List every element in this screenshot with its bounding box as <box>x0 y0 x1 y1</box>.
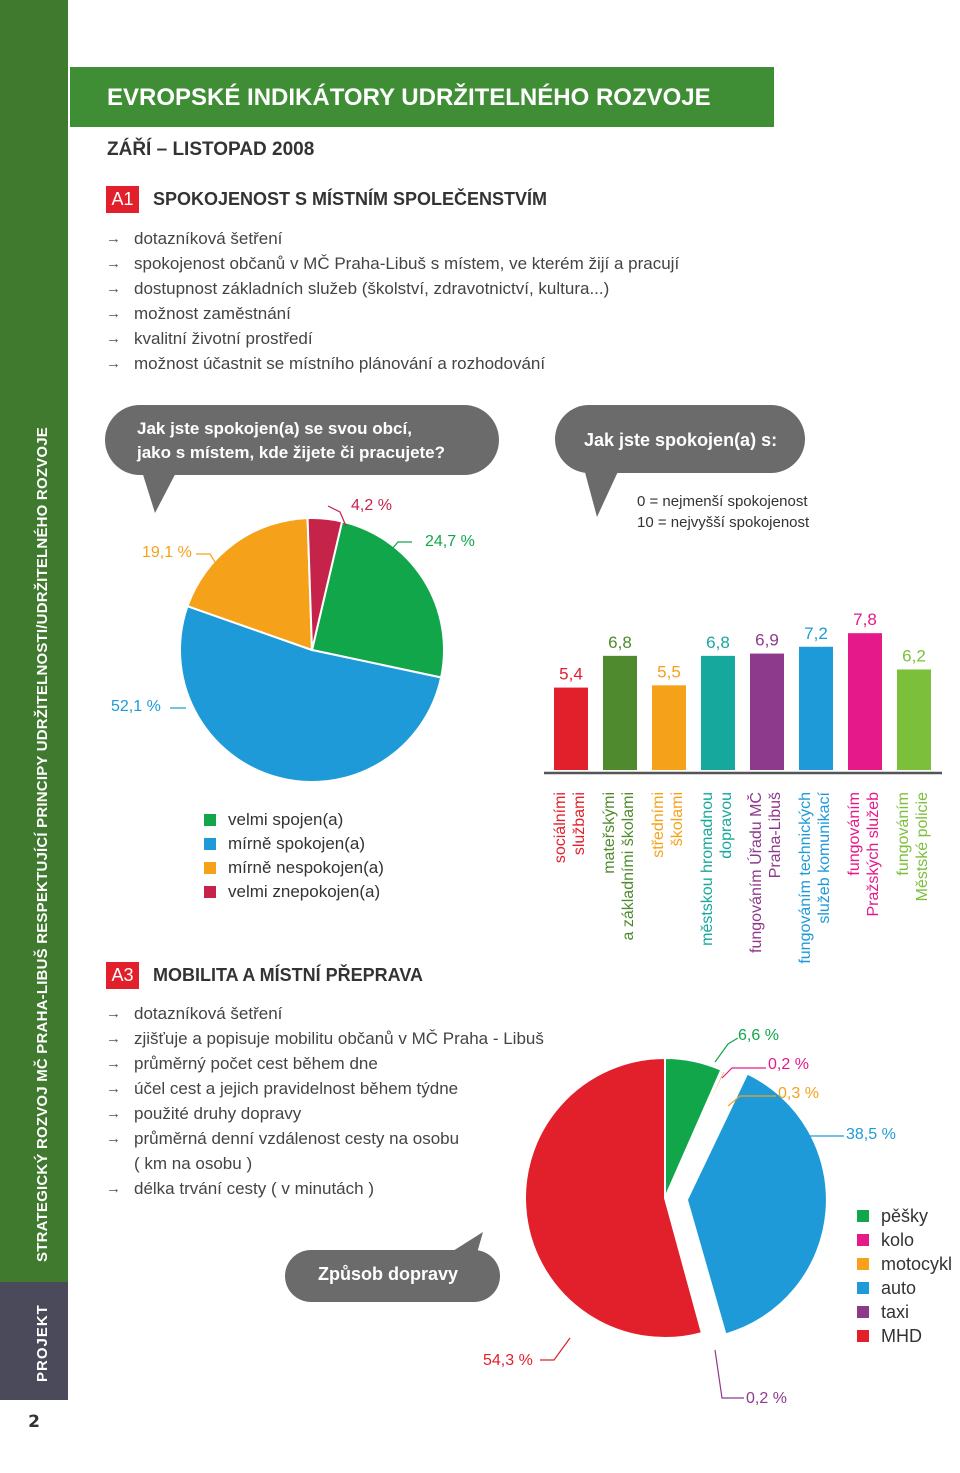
section-a1-bullets <box>106 226 679 376</box>
page-number: 2 <box>28 1412 40 1432</box>
list-item: → dotazníková šetření <box>106 226 679 251</box>
arrow-right-icon: → <box>106 255 121 272</box>
list-item: → průměrný počet cest během dne <box>106 1051 544 1076</box>
pie1-label-1: 24,7 % <box>425 533 475 550</box>
sidebar-project-label: PROJEKT <box>34 1304 51 1382</box>
question-right: Jak jste spokojen(a) s: <box>584 430 778 450</box>
bar-category-label-0: sociálními službami <box>552 792 588 864</box>
page-number-box <box>0 1400 68 1473</box>
bar-0 <box>554 688 588 770</box>
bar-value-label-6: 7,8 <box>853 610 877 630</box>
bar-category-label-2: středními školami <box>650 792 686 858</box>
legend-swatch <box>857 1234 869 1246</box>
section-a3-code: A3 <box>106 962 139 989</box>
bar-category-label-1: mateřskými a základními školami <box>601 792 637 941</box>
list-item: → dostupnost základních služeb (školství, zdravotnictví, kultura...) <box>106 276 679 301</box>
bar-value-label-3: 6,8 <box>706 632 730 652</box>
list-item: → kvalitní životní prostředí <box>106 326 679 351</box>
legend-item: kolo <box>857 1228 952 1252</box>
list-item: → účel cest a jejich pravidelnost během týdne <box>106 1076 544 1101</box>
legend-item: auto <box>857 1276 952 1300</box>
arrow-right-icon: → <box>106 1180 121 1197</box>
pie2-label-moto: 0,3 % <box>778 1085 819 1102</box>
legend-item: motocykl <box>857 1252 952 1276</box>
bar-1 <box>603 656 637 770</box>
bar-value-label-0: 5,4 <box>559 664 583 684</box>
arrow-right-icon: → <box>106 230 121 247</box>
bar-4 <box>750 654 784 770</box>
arrow-right-icon: → <box>106 1080 121 1097</box>
pie2-leader-walk <box>715 1038 738 1062</box>
arrow-right-icon: → <box>106 1030 121 1047</box>
pie1-label-4: 4,2 % <box>351 497 392 514</box>
arrow-right-icon: → <box>106 305 121 322</box>
legend-swatch <box>857 1330 869 1342</box>
list-item: → dotazníková šetření <box>106 1001 544 1026</box>
bar-value-label-1: 6,8 <box>608 632 632 652</box>
arrow-right-icon: → <box>106 280 121 297</box>
bar-category-label-4: fungováním Úřadu MČ Praha-Libuš <box>748 792 784 953</box>
legend-swatch <box>204 862 216 874</box>
list-item: → délka trvání cesty ( v minutách ) <box>106 1176 544 1201</box>
bar-value-label-4: 6,9 <box>755 630 779 650</box>
pie2-slice-3 <box>687 1074 827 1335</box>
section-a1-title: SPOKOJENOST S MÍSTNÍM SPOLEČENSTVÍM <box>153 189 548 209</box>
legend-swatch <box>204 814 216 826</box>
transport-bubble-label: Způsob dopravy <box>318 1264 459 1284</box>
bar-category-label-3: městskou hromadnou dopravou <box>699 792 735 946</box>
arrow-right-icon: → <box>106 1130 121 1147</box>
legend-item: mírně spokojen(a) <box>204 832 384 856</box>
pie2-leader-mhd <box>540 1338 570 1360</box>
arrow-right-icon: → <box>106 355 121 372</box>
pie2-label-taxi: 0,2 % <box>746 1390 787 1407</box>
arrow-right-icon: → <box>106 1105 121 1122</box>
page-title: EVROPSKÉ INDIKÁTORY UDRŽITELNÉHO ROZVOJE <box>107 84 711 111</box>
bar-category-label-6: fungováním Pražských služeb <box>846 792 882 917</box>
bar-2 <box>652 685 686 770</box>
legend-swatch <box>857 1258 869 1270</box>
bar-6 <box>848 633 882 770</box>
pie1-legend <box>204 808 384 904</box>
list-item: → použité druhy dopravy <box>106 1101 544 1126</box>
legend-item: pěšky <box>857 1204 952 1228</box>
pie2-label-walk: 6,6 % <box>738 1027 779 1044</box>
question-left: Jak jste spokojen(a) se svou obcí, jako s místem, kde žijete či pracujete? <box>137 419 446 462</box>
list-item: → spokojenost občanů v MČ Praha-Libuš s místem, ve kterém žijí a pracují <box>106 251 679 276</box>
bar-5 <box>799 647 833 770</box>
legend-item: mírně nespokojen(a) <box>204 856 384 880</box>
pie2-leader-taxi <box>715 1350 744 1398</box>
bar-category-label-7: fungováním Městské policie <box>895 792 931 902</box>
legend-swatch <box>204 886 216 898</box>
arrow-right-icon: → <box>106 1005 121 1022</box>
pie2-label-bike: 0,2 % <box>768 1056 809 1073</box>
section-a3-title: MOBILITA A MÍSTNÍ PŘEPRAVA <box>153 965 423 985</box>
pie1-label-3: 19,1 % <box>142 544 192 561</box>
list-item: → zjišťuje a popisuje mobilitu občanů v MČ Praha - Libuš <box>106 1026 544 1051</box>
bar-7 <box>897 669 931 770</box>
bar-category-label-5: fungováním technických služeb komunikací <box>797 792 833 964</box>
pie2-legend <box>857 1204 952 1348</box>
pie2-label-mhd: 54,3 % <box>483 1352 533 1369</box>
section-a1-code: A1 <box>106 186 139 213</box>
legend-item: MHD <box>857 1324 952 1348</box>
transport-pie-chart <box>470 1020 890 1420</box>
list-item: → průměrná denní vzdálenost cesty na osobu <box>106 1126 544 1151</box>
legend-swatch <box>857 1282 869 1294</box>
arrow-right-icon: → <box>106 330 121 347</box>
bar-value-label-7: 6,2 <box>902 646 926 666</box>
satisfaction-bar-chart <box>540 540 950 785</box>
legend-item: velmi spojen(a) <box>204 808 384 832</box>
legend-item: taxi <box>857 1300 952 1324</box>
bar-3 <box>701 656 735 770</box>
legend-item: velmi znepokojen(a) <box>204 880 384 904</box>
list-item: → možnost účastnit se místního plánování a rozhodování <box>106 351 679 376</box>
pie2-leader-bike <box>722 1068 766 1078</box>
legend-swatch <box>857 1306 869 1318</box>
scale-note: 0 = nejmenší spokojenost 10 = nejvyšší spokojenost <box>637 493 810 531</box>
pie2-label-car: 38,5 % <box>846 1126 896 1143</box>
legend-swatch <box>857 1210 869 1222</box>
bar-value-label-5: 7,2 <box>804 623 828 643</box>
legend-swatch <box>204 838 216 850</box>
pie1-label-2: 52,1 % <box>111 698 161 715</box>
arrow-right-icon: → <box>106 1055 121 1072</box>
bar-value-label-2: 5,5 <box>657 662 681 682</box>
list-item: ( km na osobu ) <box>134 1154 253 1173</box>
sidebar-vertical-title: STRATEGICKÝ ROZVOJ MČ PRAHA-LIBUŠ RESPEKTUJÍCÍ PRINCIPY UDRŽITELNOSTI/UDRŽITELNÉHO ROZVOJE <box>34 426 51 1262</box>
list-item: → možnost zaměstnání <box>106 301 679 326</box>
page-subtitle: ZÁŘÍ – LISTOPAD 2008 <box>107 139 315 160</box>
